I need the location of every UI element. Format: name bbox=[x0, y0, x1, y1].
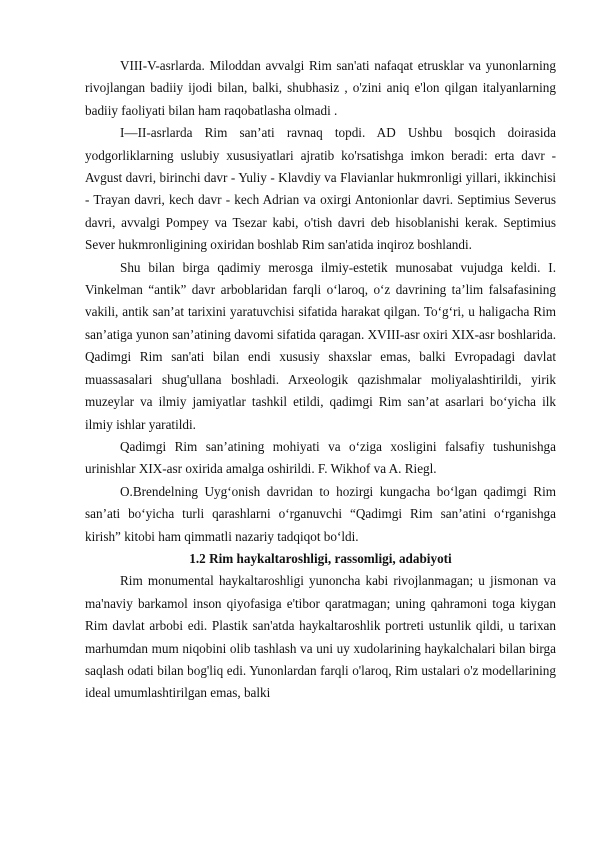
paragraph-monumental-sculpture: Rim monumental haykaltaroshligi yunoncha kabi rivojlanmagan; u jismonan va ma'naviy barkamol inson qiyofasiga e'tibor qaratmagan; uning qahramoni toga kiygan Rim davlat arbobi edi. Plastik san'atda haykaltaroshlik portreti ustunlik qildi, u tarixan marhumdan mum niqobini olib tashlash va uni uy xudolarining haykalchalari bilan birga saqlash odati bilan bog'liq edi. Yunonlardan farqli o'laroq, Rim ustalari o'z modellarining ideal umumlashtirilgan emas, balki bbox=[85, 573, 556, 701]
section-heading: 1.2 Rim haykaltaroshligi, rassomligi, adabiyoti bbox=[189, 550, 452, 566]
document-page bbox=[85, 55, 556, 705]
paragraph-periodization: I—II-asrlarda Rim san’ati ravnaq topdi. AD Ushbu bosqich doirasida yodgorliklarning uslubiy xususiyatlari ajratib ko'rsatishga imkon beradi: erta davr - Avgust davri, birinchi davr - Yuliy - Klavdiy va Flavianlar hukmronligi yillari, ikkinchisi - Trayan davri, kech davr - kech Adrian va oxirgi Antonionlar davri. Septimius Severus davri, avvalgi Pompey va Tsezar kabi, o'tish davri deb hisoblanishi kerak. Septimius Sever hukmronligining oxiridan boshlab Rim san'atida inqiroz boshlandi. bbox=[85, 125, 556, 253]
paragraph-brendel: O.Brendelning Uyg‘onish davridan to hozirgi kungacha bo‘lgan qadimgi Rim san’ati bo‘yicha turli qarashlarni o‘rganuvchi “Qadimgi Rim san’atini o‘rganishga kirish” kitobi ham qimmatli nazariy tadqiqot bo‘ldi. bbox=[85, 483, 556, 544]
paragraph-etruscan-competition: VIII-V-asrlarda. Miloddan avvalgi Rim san'ati nafaqat etrusklar va yunonlarning rivojlangan badiiy ijodi bilan, balki, shubhasiz , o'zini aniq e'lon qilgan italyanlarning badiiy faoliyati bilan ham raqobatlasha olmadi . bbox=[85, 58, 556, 118]
paragraph-philosophical-understanding: Qadimgi Rim san’atining mohiyati va o‘ziga xosligini falsafiy tushunishga urinishlar XIX-asr oxirida amalga oshirildi. F. Wikhof va A. Riegl. bbox=[85, 438, 556, 477]
paragraph-winckelmann: Shu bilan birga qadimiy merosga ilmiy-estetik munosabat vujudga keldi. I. Vinkelman “antik” davr arboblaridan farqli o‘laroq, o‘z davrining ta’lim falsafasining vakili, antik san’at tarixini yaratuvchisi sifatida harakat qilgan. To‘g‘ri, u haligacha Rim san’atiga yunon san’atining davomi sifatida qaragan. XVIII-asr oxiri XIX-asr boshlarida. Qadimgi Rim san'ati bilan endi xususiy shaxslar emas, balki Evropadagi davlat muassasalari shug'ullana boshladi. Arxeologik qazishmalar moliyalashtirildi, yirik muzeylar va ilmiy jamiyatlar tashkil etildi, qadimgi Rim san’at asarlari bo‘yicha ilk ilmiy ishlar yaratildi. bbox=[85, 259, 556, 432]
